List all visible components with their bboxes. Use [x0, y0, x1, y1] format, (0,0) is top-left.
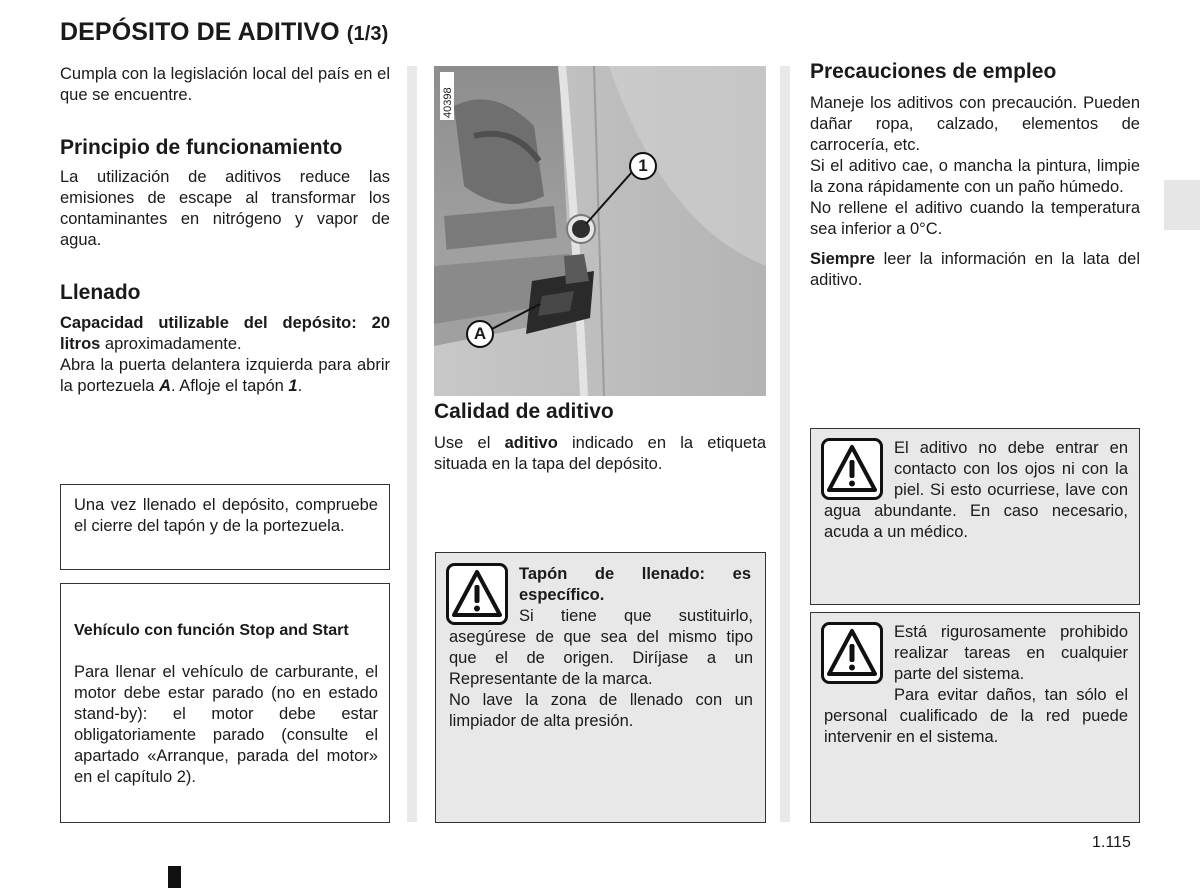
- principle-text: La utilización de aditivos reduce las emisiones de escape al transformar los contaminantes en nitrógeno y vapor de agua.: [60, 168, 390, 249]
- system-warning-body: [824, 622, 1128, 748]
- precautions-text-2: Si el aditivo cae, o mancha la pintura, limpie la zona rápidamente con un paño húmedo.: [810, 157, 1140, 196]
- cap-warning-body: [449, 606, 753, 732]
- eye-skin-warning-body: [824, 438, 1128, 543]
- cap-warning-heading: Tapón de llenado: es específico.: [519, 565, 751, 604]
- stop-start-heading: Vehículo con función Stop and Start: [74, 622, 349, 639]
- left-column: [60, 64, 390, 397]
- quality-heading: Calidad de aditivo: [434, 400, 614, 423]
- crop-mark: [168, 866, 181, 888]
- open-text-3: .: [297, 377, 303, 395]
- quality-text-2: indicado en la etiqueta situada en la tapa del depósito.: [434, 434, 766, 473]
- cap-warning-text-2: No lave la zona de llenado con un limpiador de alta presión.: [449, 691, 753, 730]
- eye-skin-warning-text: El aditivo no debe entrar en contacto con los ojos ni con la piel. Si esto ocurriese, lave con agua abundante. En caso necesario, acuda a un médico.: [824, 439, 1128, 541]
- open-ref-A: A: [159, 377, 171, 395]
- precautions-heading: Precauciones de empleo: [810, 60, 1057, 83]
- callout-1: 1: [629, 152, 657, 180]
- system-warning-text-2: Para evitar daños, tan sólo el personal cualificado de la red puede intervenir en el sistema.: [824, 686, 1128, 746]
- intro-text: Cumpla con la legislación local del país en el que se encuentre.: [60, 65, 390, 104]
- cap-warning-text: Si tiene que sustituirlo, asegúrese de que sea del mismo tipo que el de origen. Diríjase a un Representante de la marca.: [449, 607, 753, 688]
- precautions-text-3: No rellene el aditivo cuando la temperatura sea inferior a 0°C.: [810, 199, 1140, 238]
- note-box-filled: [60, 484, 390, 570]
- precautions-text: Maneje los aditivos con precaución. Pueden dañar ropa, calzado, elementos de carrocería, etc.: [810, 94, 1140, 154]
- photo-code: 40398: [442, 87, 454, 118]
- icon-spacer: [824, 438, 894, 501]
- filling-heading: Llenado: [60, 281, 141, 304]
- open-ref-1: 1: [288, 377, 298, 395]
- title-part: (1/3): [346, 23, 389, 45]
- middle-column: [434, 400, 766, 475]
- always-bold: Siempre: [810, 250, 876, 268]
- column-divider: [780, 66, 790, 822]
- callout-A: A: [466, 320, 494, 348]
- quality-bold: aditivo: [504, 434, 558, 452]
- stop-start-box: [60, 583, 390, 823]
- cap-warning-box: [435, 552, 766, 823]
- system-warning-text-1: Está rigurosamente prohibido realizar tareas en cualquier parte del sistema.: [894, 623, 1128, 683]
- always-rest: leer la información en la lata del aditivo.: [810, 250, 1140, 289]
- quality-text-1: Use el: [434, 434, 505, 452]
- column-divider: [407, 66, 417, 822]
- page-title: [60, 18, 388, 47]
- eye-skin-warning-box: [810, 428, 1140, 605]
- capacity-bold: Capacidad utilizable del depósito: 20 litros: [60, 314, 390, 353]
- stop-start-text: Para llenar el vehículo de carburante, el motor debe estar parado (no en estado stand-by): el motor debe estar obligatoriamente parado (consulte el apartado «Arranque, parada del motor» en el capítulo 2).: [74, 663, 378, 786]
- icon-spacer: [824, 622, 894, 685]
- open-text: [60, 355, 390, 397]
- open-text-2: . Afloje el tapón: [171, 377, 289, 395]
- right-column: [810, 60, 1140, 291]
- capacity-rest: aproximadamente.: [100, 335, 242, 353]
- page-number: 1.115: [1092, 834, 1131, 851]
- photo-code-label: [440, 72, 454, 120]
- always-text: [810, 249, 1140, 291]
- system-warning-box: [810, 612, 1140, 823]
- principle-heading: Principio de funcionamiento: [60, 136, 343, 159]
- quality-text: [434, 433, 766, 475]
- section-tab: [1164, 180, 1200, 230]
- open-text-1: Abra la puerta delantera izquierda para abrir la portezuela: [60, 356, 390, 395]
- title-main: DEPÓSITO DE ADITIVO: [60, 18, 340, 46]
- note-box-text: Una vez llenado el depósito, compruebe el cierre del tapón y de la portezuela.: [74, 496, 378, 535]
- capacity-text: [60, 313, 390, 355]
